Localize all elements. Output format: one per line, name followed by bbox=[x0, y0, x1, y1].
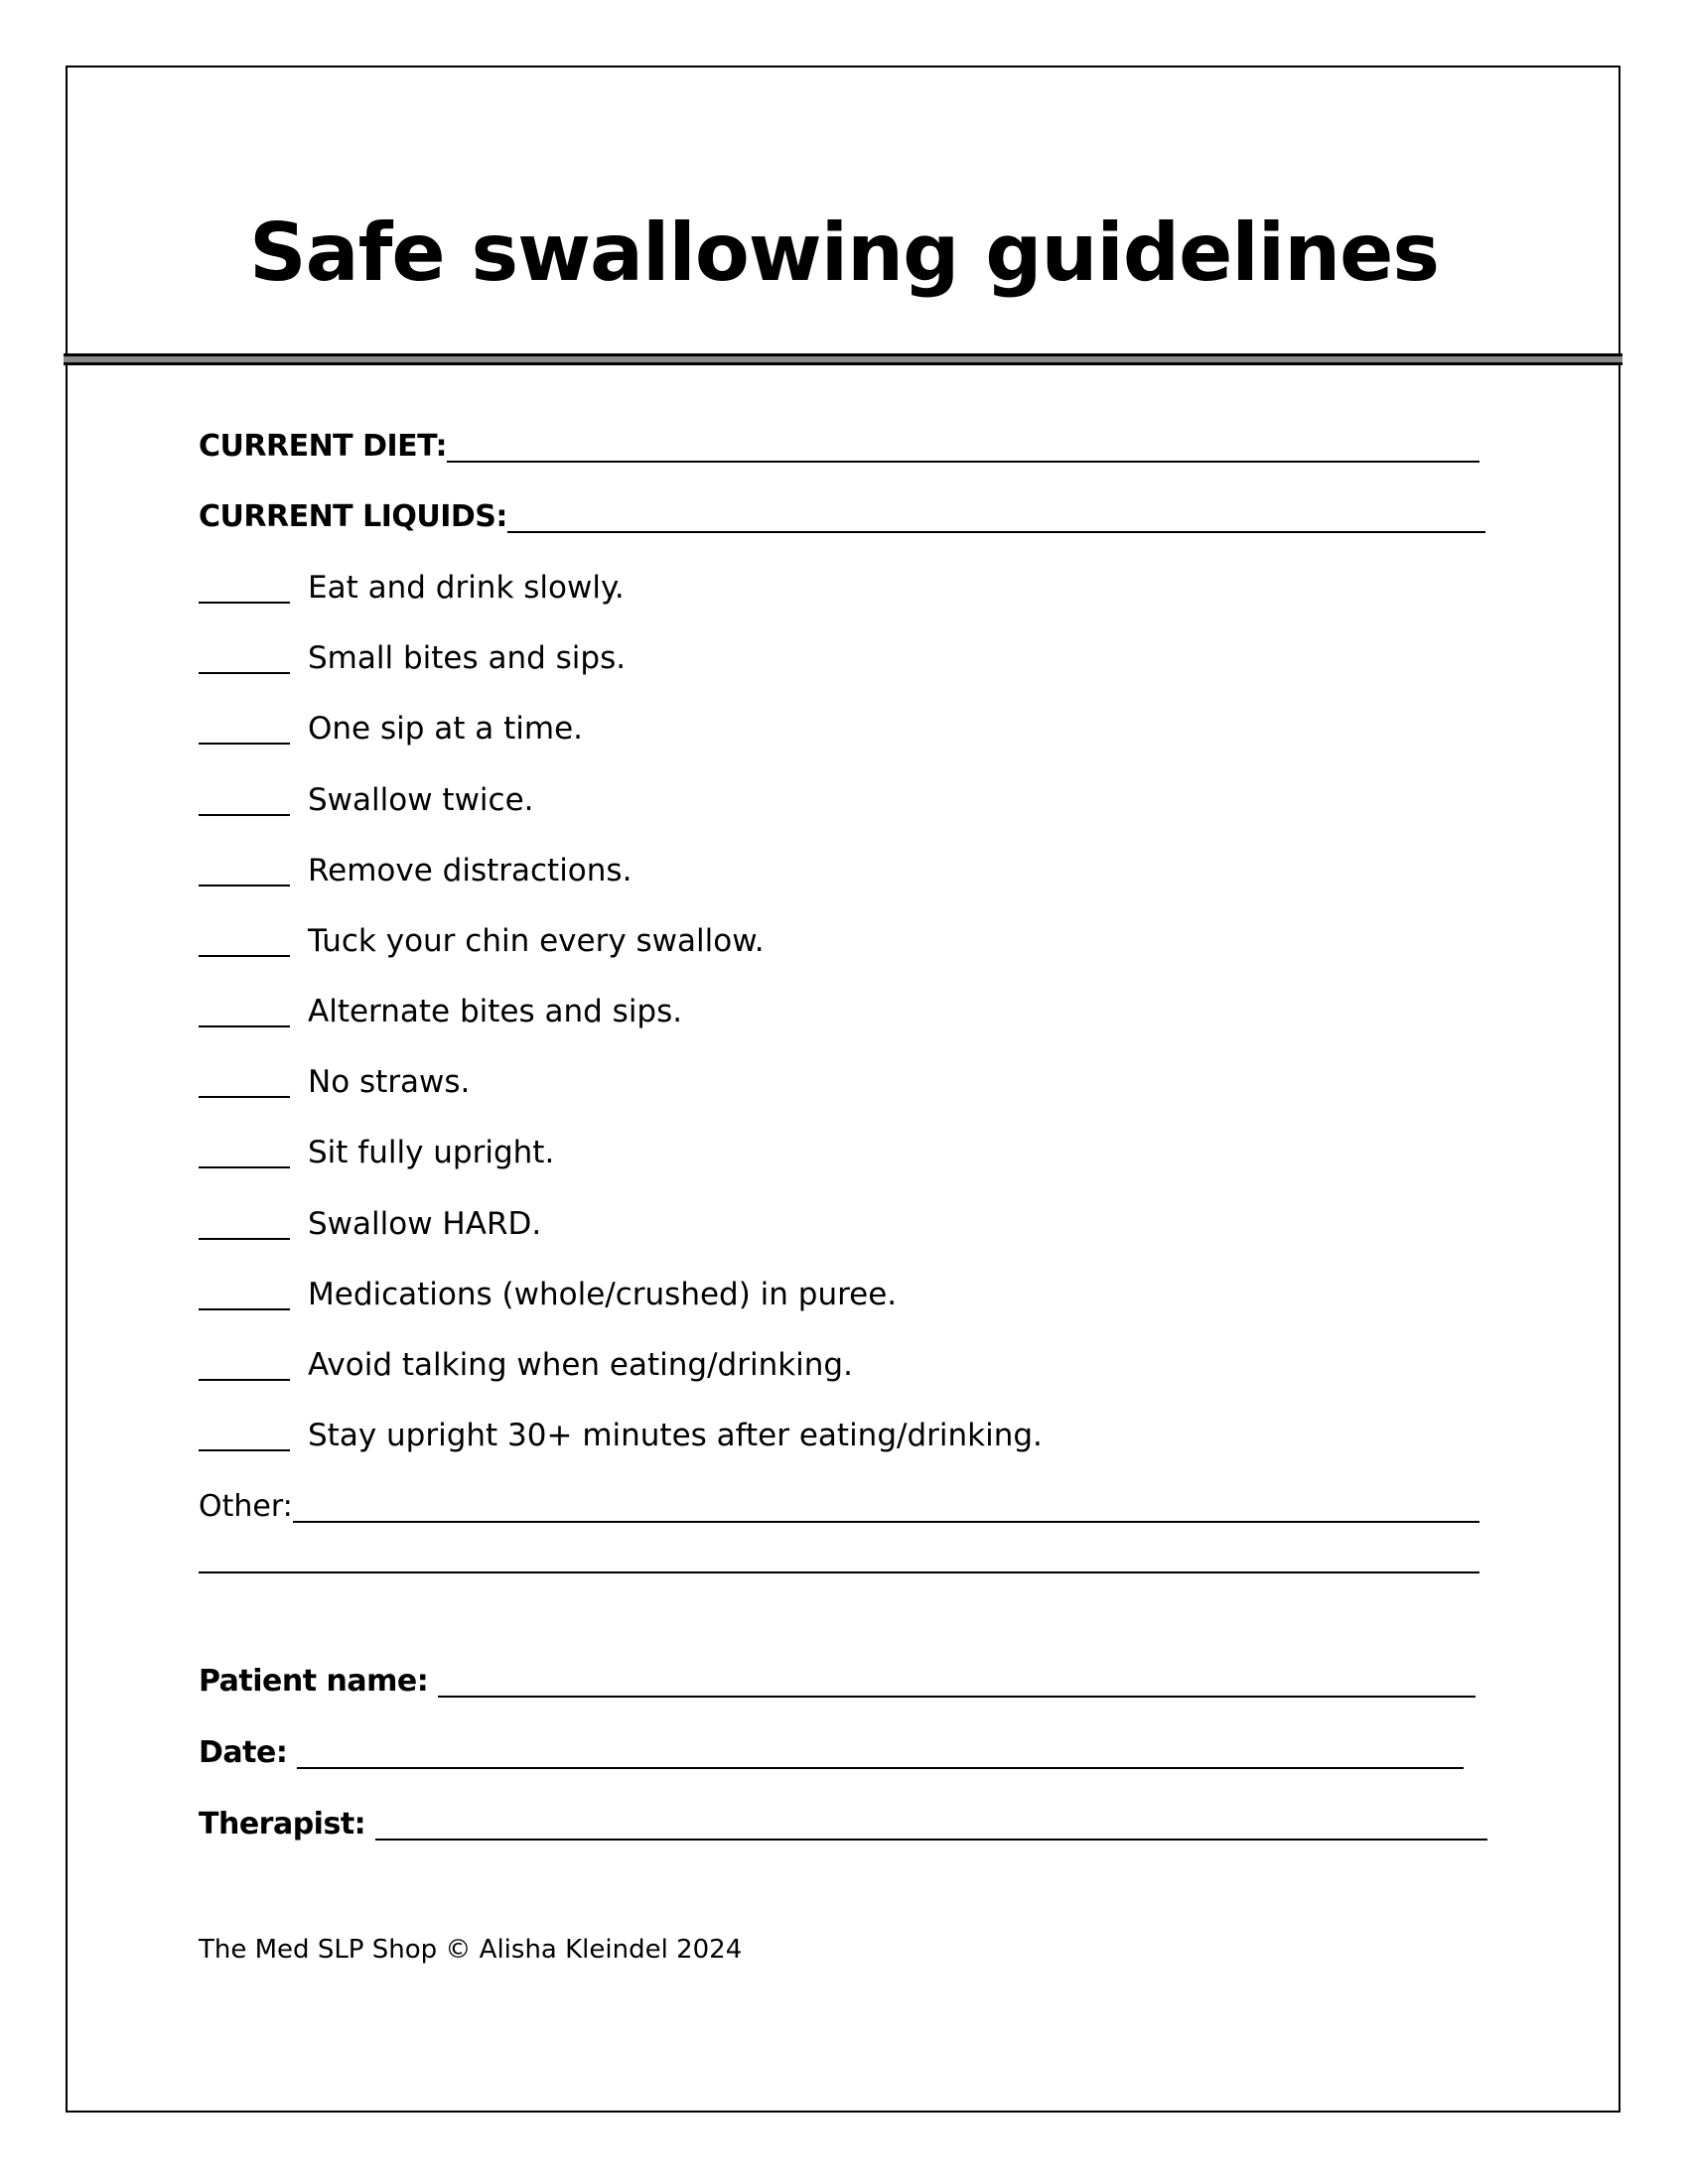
guideline-checkbox-line[interactable] bbox=[199, 1410, 290, 1451]
other-field-line-2[interactable] bbox=[199, 1532, 1479, 1573]
guideline-checkbox-line[interactable] bbox=[199, 774, 290, 816]
guideline-text: One sip at a time. bbox=[308, 711, 584, 747]
guideline-text: Tuck your chin every swallow. bbox=[308, 923, 765, 959]
guideline-text: Alternate bites and sips. bbox=[308, 994, 683, 1029]
footer-copyright: The Med SLP Shop © Alisha Kleindel 2024 bbox=[199, 1935, 743, 1965]
guideline-text: No straws. bbox=[308, 1064, 471, 1100]
therapist-field[interactable] bbox=[375, 1799, 1487, 1841]
current-diet-label: CURRENT DIET: bbox=[199, 429, 447, 464]
current-liquids-field[interactable] bbox=[507, 491, 1485, 533]
guideline-item bbox=[199, 770, 534, 820]
guideline-text: Remove distractions. bbox=[308, 853, 633, 888]
guideline-item bbox=[199, 1123, 554, 1172]
page-title: Safe swallowing guidelines bbox=[248, 206, 1440, 299]
current-liquids-row bbox=[199, 487, 1485, 537]
guideline-text: Sit fully upright. bbox=[308, 1135, 555, 1170]
guideline-item bbox=[199, 841, 632, 890]
guideline-text: Swallow twice. bbox=[308, 782, 534, 818]
header-divider bbox=[64, 353, 1622, 365]
guideline-item bbox=[199, 1335, 853, 1385]
guideline-text: Small bites and sips. bbox=[308, 640, 627, 676]
patient-name-row bbox=[199, 1652, 1476, 1702]
other-continuation-row bbox=[199, 1528, 1479, 1577]
guideline-text: Swallow HARD. bbox=[308, 1206, 542, 1242]
other-field[interactable] bbox=[293, 1481, 1479, 1523]
guideline-checkbox-line[interactable] bbox=[199, 845, 290, 887]
guideline-item bbox=[199, 1052, 470, 1102]
other-row bbox=[199, 1477, 1479, 1527]
current-liquids-label: CURRENT LIQUIDS: bbox=[199, 499, 507, 534]
guideline-checkbox-line[interactable] bbox=[199, 632, 290, 674]
guideline-text: Medications (whole/crushed) in puree. bbox=[308, 1277, 898, 1312]
guideline-checkbox-line[interactable] bbox=[199, 1127, 290, 1168]
guideline-item bbox=[199, 628, 626, 678]
current-diet-row bbox=[199, 417, 1479, 467]
therapist-row bbox=[199, 1795, 1487, 1844]
date-field[interactable] bbox=[297, 1727, 1464, 1769]
guideline-text: Stay upright 30+ minutes after eating/drinking. bbox=[308, 1418, 1043, 1453]
patient-name-label: Patient name: bbox=[199, 1664, 429, 1699]
guideline-item bbox=[199, 911, 765, 961]
date-row bbox=[199, 1723, 1464, 1773]
guideline-checkbox-line[interactable] bbox=[199, 986, 290, 1027]
guideline-checkbox-line[interactable] bbox=[199, 915, 290, 957]
guideline-item bbox=[199, 1265, 897, 1314]
guideline-text: Avoid talking when eating/drinking. bbox=[308, 1347, 853, 1383]
guideline-item bbox=[199, 699, 583, 749]
guideline-item bbox=[199, 1406, 1043, 1455]
guideline-item bbox=[199, 558, 625, 608]
guideline-checkbox-line[interactable] bbox=[199, 562, 290, 604]
other-label: Other: bbox=[199, 1489, 293, 1524]
guideline-checkbox-line[interactable] bbox=[199, 1056, 290, 1098]
guideline-item bbox=[199, 1194, 541, 1244]
guideline-checkbox-line[interactable] bbox=[199, 1198, 290, 1240]
guideline-item bbox=[199, 982, 682, 1031]
patient-name-field[interactable] bbox=[438, 1656, 1476, 1698]
guideline-checkbox-line[interactable] bbox=[199, 1269, 290, 1310]
date-label: Date: bbox=[199, 1735, 288, 1770]
therapist-label: Therapist: bbox=[199, 1807, 366, 1842]
guideline-checkbox-line[interactable] bbox=[199, 1339, 290, 1381]
guideline-text: Eat and drink slowly. bbox=[308, 570, 625, 606]
guideline-checkbox-line[interactable] bbox=[199, 703, 290, 745]
current-diet-field[interactable] bbox=[447, 421, 1479, 463]
